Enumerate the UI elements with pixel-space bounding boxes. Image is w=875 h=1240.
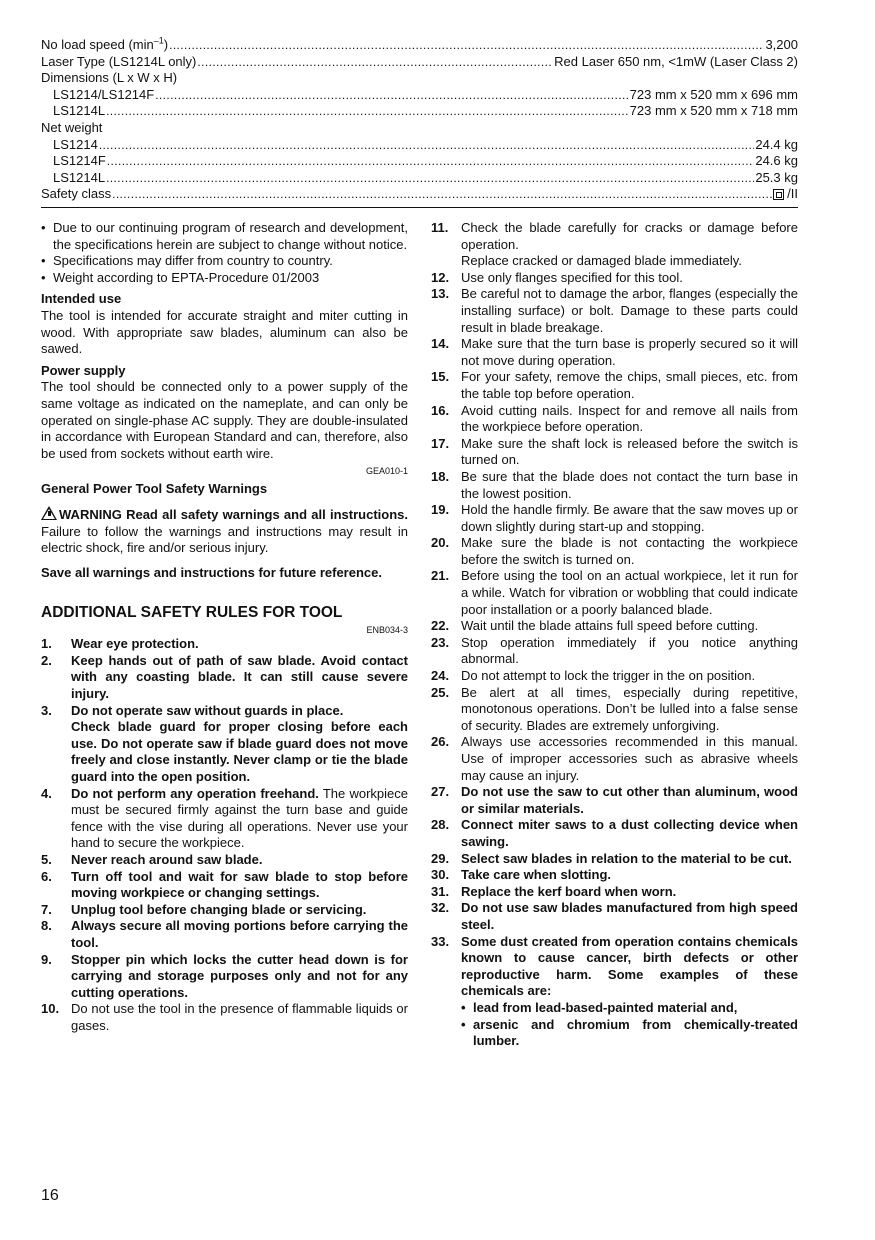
rule-number: 33. bbox=[431, 933, 450, 949]
rule-number: 28. bbox=[431, 817, 450, 833]
rule-item bbox=[431, 403, 798, 436]
rule-item bbox=[431, 867, 798, 884]
rule-number: 31. bbox=[431, 883, 450, 899]
chemical-list-item bbox=[461, 1017, 798, 1050]
spec-value: Red Laser 650 nm, <1mW (Laser Class 2) bbox=[554, 53, 798, 69]
rule-number: 14. bbox=[431, 336, 450, 352]
rule-text: Make sure that the turn base is properly secured so it will not move during operation. bbox=[461, 336, 798, 368]
chemical-text: arsenic and chromium from chemically-treated lumber. bbox=[473, 1016, 798, 1049]
spec-label: LS1214L bbox=[53, 103, 106, 119]
rule-item bbox=[41, 636, 408, 653]
specifications-table bbox=[41, 37, 798, 203]
spec-label: No load speed (min bbox=[41, 37, 154, 52]
leader-dots bbox=[155, 87, 628, 104]
power-supply-heading: Power supply bbox=[41, 362, 126, 378]
rule-number: 30. bbox=[431, 867, 450, 883]
reference-code: ENB034-3 bbox=[366, 625, 408, 636]
rule-item bbox=[41, 918, 408, 951]
rule-bold-text: Replace the kerf board when worn. bbox=[461, 883, 677, 899]
rule-item bbox=[431, 668, 798, 685]
rule-bold-text: Do not operate saw without guards in place. bbox=[71, 702, 344, 718]
rule-number: 7. bbox=[41, 901, 52, 917]
rule-text: Check the blade carefully for cracks or damage before operation. bbox=[461, 220, 798, 252]
spec-label: Net weight bbox=[41, 119, 103, 135]
rule-item bbox=[431, 934, 798, 1050]
safety-class-text: /II bbox=[787, 186, 798, 202]
rule-bold-text: Do not use saw blades manufactured from high speed steel. bbox=[461, 900, 798, 932]
left-column bbox=[41, 220, 408, 1035]
rule-item bbox=[431, 635, 798, 668]
rule-number: 10. bbox=[41, 1001, 60, 1017]
rule-item bbox=[431, 900, 798, 933]
rule-number: 2. bbox=[41, 652, 52, 668]
spec-label: LS1214L bbox=[53, 169, 106, 185]
rule-bold-text: Always secure all moving portions before carrying the tool. bbox=[71, 918, 408, 950]
rule-item bbox=[431, 270, 798, 287]
rule-item bbox=[431, 734, 798, 784]
rule-text: Be careful not to damage the arbor, flanges (especially the installing surface) or bolt. Damage to these parts could result in blade breakage. bbox=[461, 286, 798, 335]
rule-number: 5. bbox=[41, 852, 52, 867]
leader-dots bbox=[112, 186, 772, 203]
rule-number: 19. bbox=[431, 502, 450, 518]
spec-value: 3,200 bbox=[765, 37, 798, 52]
rule-text: Avoid cutting nails. Inspect for and remove all nails from the workpiece before operation. bbox=[461, 402, 798, 435]
spec-notes bbox=[41, 220, 408, 286]
spec-net-weight-heading bbox=[41, 120, 798, 137]
rule-bold-text: Select saw blades in relation to the material to be cut. bbox=[461, 850, 792, 866]
rule-number: 12. bbox=[431, 269, 450, 285]
leader-dots bbox=[106, 103, 629, 120]
section-divider bbox=[41, 207, 798, 208]
rule-number: 16. bbox=[431, 402, 450, 418]
rule-number: 15. bbox=[431, 369, 450, 385]
spec-value: 723 mm x 520 mm x 696 mm bbox=[629, 86, 798, 102]
rule-item bbox=[41, 869, 408, 902]
spec-value: 25.3 kg bbox=[755, 169, 798, 185]
rule-text: Use only flanges specified for this tool. bbox=[461, 269, 683, 285]
rule-text: The workpiece must be secured firmly against the turn base and guide fence with the vise during all operations. Never use your hand to secure the workpiece. bbox=[71, 785, 408, 851]
intended-use-text: The tool is intended for accurate straight and miter cutting in wood. With appropriate saw blades, aluminum can also be sawed. bbox=[41, 307, 408, 357]
spec-weight-2 bbox=[41, 153, 798, 170]
rule-item bbox=[41, 952, 408, 1002]
bullet-mark: • bbox=[461, 999, 466, 1015]
save-instructions-text: Save all warnings and instructions for future reference. bbox=[41, 564, 382, 580]
rule-item bbox=[41, 1001, 408, 1034]
rule-item bbox=[431, 784, 798, 817]
leader-dots bbox=[197, 54, 553, 71]
rule-number: 26. bbox=[431, 734, 450, 750]
warning-paragraph bbox=[41, 506, 408, 557]
rule-text: Always use accessories recommended in this manual. Use of improper accessories such as abrasive wheels may cause an injury. bbox=[461, 734, 798, 783]
spec-safety-class bbox=[41, 186, 798, 203]
rule-bold-text: Wear eye protection. bbox=[71, 636, 199, 652]
rule-text: Do not attempt to lock the trigger in the on position. bbox=[461, 668, 756, 684]
rule-number: 27. bbox=[431, 784, 450, 800]
list-item-text: Weight according to EPTA-Procedure 01/2003 bbox=[53, 269, 320, 285]
rule-item bbox=[41, 703, 408, 786]
warning-bold-text: WARNING Read all safety warnings and all instructions. bbox=[59, 506, 408, 522]
rule-number: 20. bbox=[431, 535, 450, 551]
spec-value: 24.6 kg bbox=[755, 153, 798, 169]
chemical-text: lead from lead-based-painted material and, bbox=[473, 999, 738, 1015]
spec-dimensions-heading bbox=[41, 70, 798, 87]
rule-bold-text: Keep hands out of path of saw blade. Avoid contact with any coasting blade. It can still cause severe injury. bbox=[71, 652, 408, 702]
rule-item bbox=[431, 535, 798, 568]
rule-bold-text: Unplug tool before changing blade or servicing. bbox=[71, 901, 367, 917]
rule-bold-text: Stopper pin which locks the cutter head down is for carrying and storage purposes only and not for any cutting operations. bbox=[71, 951, 408, 1000]
leader-dots bbox=[99, 137, 755, 154]
rule-bold-text: Do not use the saw to cut other than aluminum, wood or similar materials. bbox=[461, 784, 798, 816]
spec-label: LS1214F bbox=[53, 153, 106, 169]
double-insulation-icon bbox=[773, 189, 784, 200]
spec-dimension-1 bbox=[41, 87, 798, 104]
list-item bbox=[41, 220, 408, 253]
additional-safety-heading: ADDITIONAL SAFETY RULES FOR TOOL bbox=[41, 604, 343, 622]
rule-number: 25. bbox=[431, 684, 450, 700]
warning-text: Failure to follow the warnings and instructions may result in electric shock, fire and/or serious injury. bbox=[41, 523, 408, 556]
rule-number: 22. bbox=[431, 618, 450, 634]
rule-item bbox=[431, 502, 798, 535]
right-column bbox=[431, 220, 798, 1050]
spec-value: 723 mm x 520 mm x 718 mm bbox=[629, 103, 798, 119]
general-warnings-heading: General Power Tool Safety Warnings bbox=[41, 481, 268, 497]
rule-item bbox=[431, 220, 798, 270]
rule-bold-text: Do not perform any operation freehand. bbox=[71, 785, 319, 801]
spec-label: Dimensions (L x W x H) bbox=[41, 70, 178, 86]
chemical-list-item bbox=[461, 1000, 798, 1017]
leader-dots bbox=[107, 153, 755, 170]
rule-item bbox=[41, 786, 408, 852]
rule-number: 24. bbox=[431, 668, 450, 684]
warning-triangle-icon bbox=[41, 506, 57, 520]
rule-item bbox=[431, 369, 798, 402]
rule-item bbox=[431, 436, 798, 469]
rule-text: Before using the tool on an actual workpiece, let it run for a while. Watch for vibration or wobbling that could indicate poor installation or a poorly balanced blade. bbox=[461, 568, 798, 617]
list-item bbox=[41, 253, 408, 270]
rule-item bbox=[431, 884, 798, 901]
rule-number: 6. bbox=[41, 868, 52, 884]
rule-item bbox=[431, 336, 798, 369]
rule-number: 1. bbox=[41, 636, 52, 652]
rule-text: Hold the handle firmly. Be aware that the saw moves up or down slightly during start-up and stopping. bbox=[461, 502, 798, 534]
spec-no-load-speed bbox=[41, 37, 798, 54]
rule-text: Be sure that the blade does not contact the turn base in the lowest position. bbox=[461, 468, 798, 501]
rule-item bbox=[41, 653, 408, 703]
spec-superscript: –1 bbox=[153, 35, 164, 46]
rule-bold-text: Take care when slotting. bbox=[461, 867, 612, 883]
rule-text: Make sure the shaft lock is released before the switch is turned on. bbox=[461, 435, 798, 468]
rule-number: 18. bbox=[431, 468, 450, 484]
rule-item bbox=[41, 902, 408, 919]
list-item bbox=[41, 270, 408, 287]
rule-item bbox=[431, 618, 798, 635]
rule-text: For your safety, remove the chips, small pieces, etc. from the table top before operation. bbox=[461, 369, 798, 401]
page-number: 16 bbox=[41, 1187, 59, 1204]
rule-text: Do not use the tool in the presence of flammable liquids or gases. bbox=[71, 1001, 408, 1033]
rule-bold-text-extra: Check blade guard for proper closing before each use. Do not operate saw if blade guard does not move freely and close instantly. Never clamp or tie the blade guard into the open position. bbox=[71, 719, 408, 785]
rule-text: Make sure the blade is not contacting the workpiece before the switch is turned on. bbox=[461, 535, 798, 567]
spec-label: Safety class bbox=[41, 186, 112, 202]
reference-code: GEA010-1 bbox=[365, 466, 408, 477]
spec-label: LS1214/LS1214F bbox=[53, 86, 155, 102]
rule-number: 23. bbox=[431, 634, 450, 650]
bullet-mark: • bbox=[41, 269, 46, 285]
rule-number: 29. bbox=[431, 850, 450, 866]
rule-number: 21. bbox=[431, 568, 450, 584]
list-item-text: Specifications may differ from country to country. bbox=[53, 253, 333, 269]
rule-number: 8. bbox=[41, 918, 52, 934]
spec-laser-type bbox=[41, 54, 798, 71]
rule-item bbox=[431, 685, 798, 735]
safety-rules-list bbox=[41, 636, 408, 1034]
rule-item bbox=[431, 851, 798, 868]
spec-weight-1 bbox=[41, 137, 798, 154]
rule-number: 32. bbox=[431, 900, 450, 916]
rule-text: Stop operation immediately if you notice anything abnormal. bbox=[461, 634, 798, 667]
power-supply-text: The tool should be connected only to a power supply of the same voltage as indicated on the nameplate, and can only be operated on single-phase AC supply. They are double-insulated in accordance with European Standard and can, therefore, also be used from sockets without earth wire. bbox=[41, 379, 408, 461]
list-item-text: Due to our continuing program of research and development, the specifications herein are subject to change without notice. bbox=[53, 220, 408, 252]
bullet-mark: • bbox=[41, 220, 46, 235]
rule-bold-text: Never reach around saw blade. bbox=[71, 852, 263, 867]
spec-label-close: ) bbox=[163, 37, 169, 52]
spec-label: LS1214 bbox=[53, 136, 98, 152]
spec-value bbox=[773, 186, 798, 203]
bullet-mark: • bbox=[461, 1016, 466, 1032]
rule-bold-text: Connect miter saws to a dust collecting device when sawing. bbox=[461, 817, 798, 849]
rule-text: Wait until the blade attains full speed before cutting. bbox=[461, 618, 759, 634]
rule-item bbox=[41, 852, 408, 869]
rule-item bbox=[431, 469, 798, 502]
rule-item bbox=[431, 286, 798, 336]
rule-bold-text: Some dust created from operation contains chemicals known to cause cancer, birth defects or other reproductive harm. Some examples of these chemicals are: bbox=[461, 933, 798, 999]
bullet-mark: • bbox=[41, 253, 46, 269]
rule-text-extra: Replace cracked or damaged blade immediately. bbox=[461, 253, 742, 269]
rule-number: 13. bbox=[431, 286, 450, 302]
rule-item bbox=[431, 817, 798, 850]
rule-number: 3. bbox=[41, 702, 52, 718]
rule-item bbox=[431, 568, 798, 618]
rule-number: 17. bbox=[431, 435, 450, 451]
rule-number: 9. bbox=[41, 951, 52, 967]
rule-number: 11. bbox=[431, 220, 449, 235]
spec-value: 24.4 kg bbox=[755, 136, 798, 152]
spec-label: Laser Type (LS1214L only) bbox=[41, 53, 197, 69]
spec-weight-3 bbox=[41, 170, 798, 187]
spec-dimension-2 bbox=[41, 103, 798, 120]
leader-dots bbox=[169, 37, 764, 54]
rule-number: 4. bbox=[41, 785, 52, 801]
leader-dots bbox=[106, 170, 754, 187]
intended-use-heading: Intended use bbox=[41, 291, 122, 307]
rule-text: Be alert at all times, especially during repetitive, monotonous operations. Don’t be lulled into a false sense of security. Blades are extremely unforgiving. bbox=[461, 684, 798, 733]
rule-bold-text: Turn off tool and wait for saw blade to stop before moving workpiece or changing settings. bbox=[71, 868, 408, 901]
